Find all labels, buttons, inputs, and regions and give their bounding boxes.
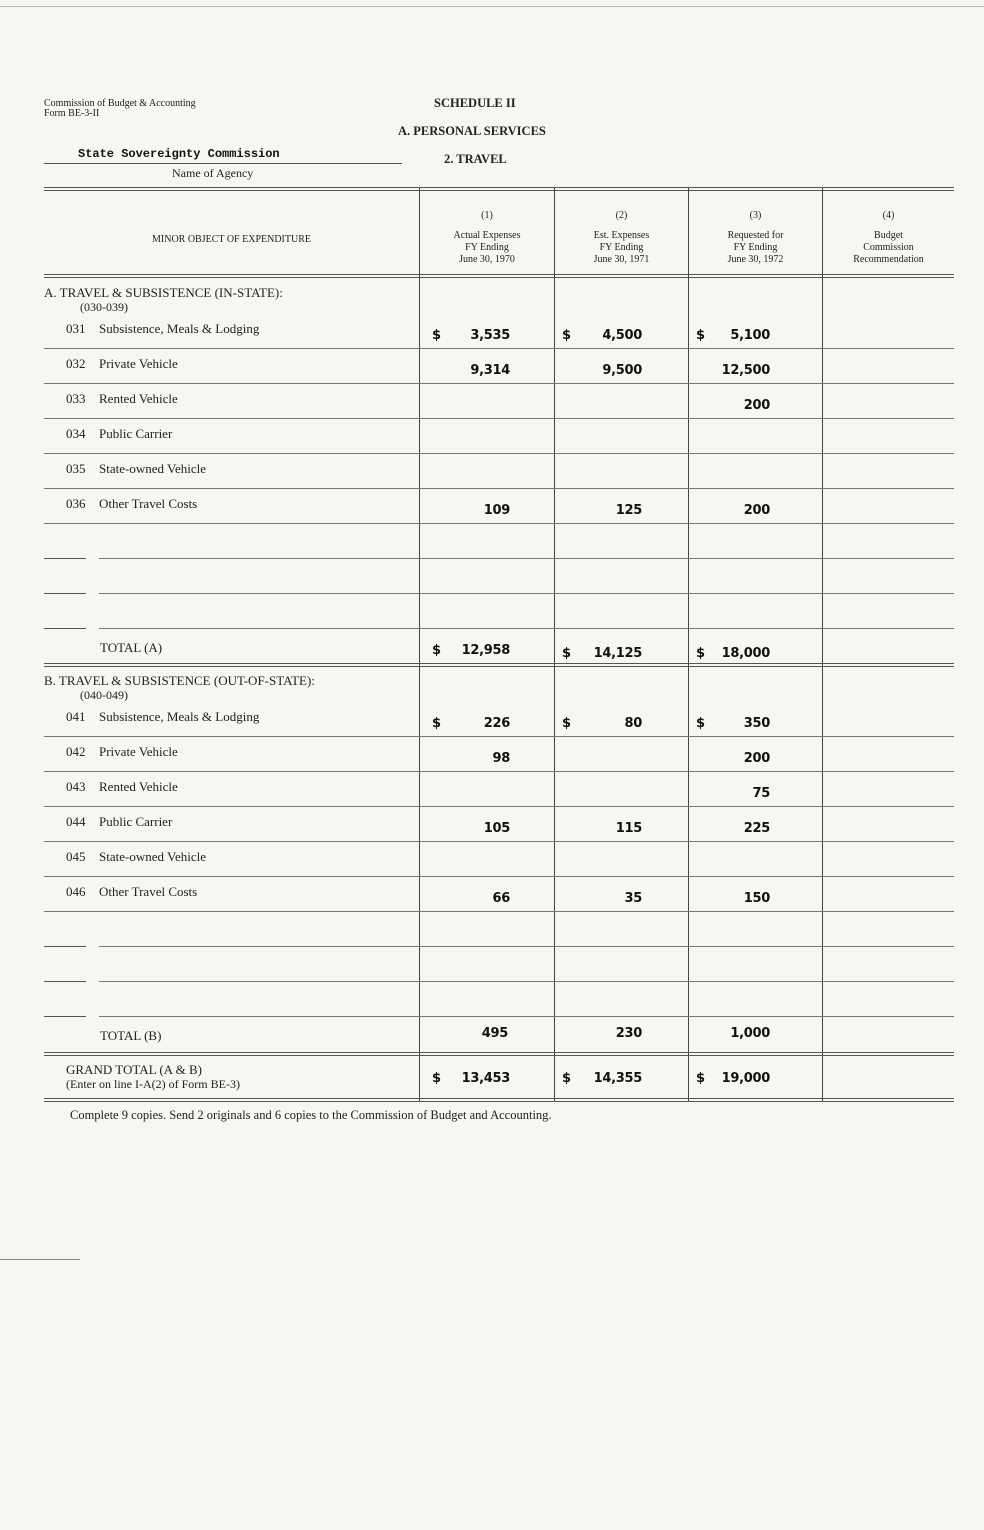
row-label: Subsistence, Meals & Lodging xyxy=(99,321,260,336)
row-value-v1 xyxy=(432,786,510,806)
total-a-col1: $ 12,958 xyxy=(432,643,510,658)
col4-num: (4) xyxy=(882,210,895,221)
row-label: Rented Vehicle xyxy=(99,391,178,406)
amount: 115 xyxy=(615,821,642,836)
row-divider xyxy=(44,841,954,842)
row-label: Private Vehicle xyxy=(99,356,178,371)
amount: 200 xyxy=(743,503,770,518)
amount: 200 xyxy=(743,398,770,413)
col1-l2: FY Ending xyxy=(465,242,509,253)
grand-total-col2: $ 14,355 xyxy=(562,1071,642,1086)
row-divider xyxy=(44,348,954,349)
col3-l3: June 30, 1972 xyxy=(727,254,784,265)
amount: 200 xyxy=(743,751,770,766)
blank-row-line xyxy=(99,558,954,559)
amount: 75 xyxy=(752,786,770,801)
col3-header xyxy=(689,210,822,266)
blank-code-line xyxy=(44,558,86,559)
total-a-label: TOTAL (A) xyxy=(100,640,163,655)
row-value-v2 xyxy=(562,751,642,771)
col3-l2: FY Ending xyxy=(733,242,778,253)
row-value-v1 xyxy=(432,891,510,911)
row-divider xyxy=(44,876,954,877)
row-label: Public Carrier xyxy=(99,426,173,441)
row-value-v3 xyxy=(696,891,770,911)
blank-code-line xyxy=(44,593,86,594)
blank-code-line xyxy=(44,946,86,947)
amount: 9,314 xyxy=(470,363,510,378)
row-value-v3 xyxy=(696,786,770,806)
amount: 125 xyxy=(615,503,642,518)
row-value-v2 xyxy=(562,363,642,383)
row-divider xyxy=(44,911,954,912)
row-label: Rented Vehicle xyxy=(99,779,178,794)
col-label-header: MINOR OBJECT OF EXPENDITURE xyxy=(152,234,311,245)
schedule-title: SCHEDULE II xyxy=(434,96,516,110)
amount: 109 xyxy=(483,503,510,518)
amount: 98 xyxy=(492,751,510,766)
row-value-v1 xyxy=(432,856,510,876)
total-b-col1: 495 xyxy=(481,1026,508,1041)
total-a-col3: $ 18,000 xyxy=(696,646,770,661)
section-b-range: (040-049) xyxy=(80,688,128,702)
row-value-v1 xyxy=(432,363,510,383)
col4-l1: Budget xyxy=(874,230,903,241)
row-value-v3 xyxy=(696,398,770,418)
amount: 9,500 xyxy=(602,363,642,378)
row-value-v3 xyxy=(696,468,770,488)
row-code: 035 xyxy=(66,461,86,476)
row-value-v3 xyxy=(696,363,770,383)
blank-code-line xyxy=(44,628,86,629)
row-value-v2 xyxy=(562,786,642,806)
col3-l1: Requested for xyxy=(727,230,784,241)
row-value-v1 xyxy=(432,468,510,488)
amount: 35 xyxy=(624,891,642,906)
row-code: 041 xyxy=(66,709,86,724)
row-divider xyxy=(44,523,954,524)
row-label: State-owned Vehicle xyxy=(99,461,206,476)
row-code: 044 xyxy=(66,814,86,829)
row-value-v3 xyxy=(696,751,770,771)
row-value-v3 xyxy=(696,716,770,736)
row-divider xyxy=(44,418,954,419)
agency-name: State Sovereignty Commission xyxy=(78,147,280,161)
row-value-v3 xyxy=(696,856,770,876)
col2-l2: FY Ending xyxy=(599,242,644,253)
total-b-label: TOTAL (B) xyxy=(100,1028,162,1043)
total-b-col2: 230 xyxy=(615,1026,642,1041)
row-code: 045 xyxy=(66,849,86,864)
row-code: 031 xyxy=(66,321,86,336)
col2-num: (2) xyxy=(615,210,628,221)
row-code: 046 xyxy=(66,884,86,899)
row-code: 042 xyxy=(66,744,86,759)
blank-row-line xyxy=(99,946,954,947)
dollar-sign: $ xyxy=(696,716,705,731)
row-value-v2 xyxy=(562,821,642,841)
amount: 3,535 xyxy=(470,328,510,343)
blank-row-line xyxy=(99,593,954,594)
row-code: 036 xyxy=(66,496,86,511)
amount: 12,500 xyxy=(721,363,770,378)
col2-header xyxy=(555,210,688,266)
row-code: 033 xyxy=(66,391,86,406)
row-label: Public Carrier xyxy=(99,814,173,829)
blank-row-line xyxy=(99,628,954,629)
col3-num: (3) xyxy=(749,210,762,221)
footer-instructions: Complete 9 copies. Send 2 originals and 6 copies to the Commission of Budget and Accounting. xyxy=(70,1108,552,1122)
grand-total-note: (Enter on line I-A(2) of Form BE-3) xyxy=(66,1077,240,1091)
row-code: 043 xyxy=(66,779,86,794)
section-b-title: B. TRAVEL & SUBSISTENCE (OUT-OF-STATE): xyxy=(44,673,315,688)
row-value-v2 xyxy=(562,433,642,453)
amount: 150 xyxy=(743,891,770,906)
col1-l1: Actual Expenses xyxy=(453,230,521,241)
col4-header xyxy=(823,210,954,266)
row-value-v3 xyxy=(696,503,770,523)
row-value-v2 xyxy=(562,856,642,876)
row-value-v1 xyxy=(432,716,510,736)
row-label: Private Vehicle xyxy=(99,744,178,759)
amount: 5,100 xyxy=(730,328,770,343)
row-value-v1 xyxy=(432,398,510,418)
row-code: 032 xyxy=(66,356,86,371)
grand-total-label: GRAND TOTAL (A & B) xyxy=(66,1062,202,1077)
grand-total-col1: $ 13,453 xyxy=(432,1071,510,1086)
row-value-v3 xyxy=(696,821,770,841)
section-a-range: (030-039) xyxy=(80,300,128,314)
section-a-title: A. TRAVEL & SUBSISTENCE (IN-STATE): xyxy=(44,285,283,300)
dollar-sign: $ xyxy=(562,328,571,343)
row-value-v2 xyxy=(562,398,642,418)
row-divider xyxy=(44,736,954,737)
amount: 105 xyxy=(483,821,510,836)
form-number: Form BE-3-II xyxy=(44,108,100,119)
col4-l2: Commission xyxy=(863,242,914,253)
blank-row-line xyxy=(99,981,954,982)
row-value-v1 xyxy=(432,433,510,453)
col1-header xyxy=(420,210,554,266)
row-divider xyxy=(44,771,954,772)
row-value-v1 xyxy=(432,821,510,841)
section-title: A. PERSONAL SERVICES xyxy=(398,124,546,138)
row-divider xyxy=(44,806,954,807)
total-b-col3: 1,000 xyxy=(730,1026,770,1041)
dollar-sign: $ xyxy=(432,716,441,731)
row-value-v2 xyxy=(562,468,642,488)
subsection-title: 2. TRAVEL xyxy=(444,152,507,166)
row-divider xyxy=(44,453,954,454)
row-value-v1 xyxy=(432,328,510,348)
amount: 4,500 xyxy=(602,328,642,343)
grand-total-col3: $ 19,000 xyxy=(696,1071,770,1086)
row-label: Other Travel Costs xyxy=(99,496,198,511)
row-value-v3 xyxy=(696,328,770,348)
row-label: Other Travel Costs xyxy=(99,884,198,899)
blank-code-line xyxy=(44,1016,86,1017)
amount: 225 xyxy=(743,821,770,836)
amount: 226 xyxy=(483,716,510,731)
row-value-v1 xyxy=(432,751,510,771)
row-divider xyxy=(44,488,954,489)
row-value-v2 xyxy=(562,503,642,523)
dollar-sign: $ xyxy=(432,328,441,343)
amount: 350 xyxy=(743,716,770,731)
dollar-sign: $ xyxy=(562,716,571,731)
row-value-v3 xyxy=(696,433,770,453)
form-commission-name: Commission of Budget & Accounting xyxy=(44,98,196,109)
row-label: State-owned Vehicle xyxy=(99,849,206,864)
total-a-col2: $ 14,125 xyxy=(562,646,642,661)
col1-num: (1) xyxy=(481,210,493,221)
blank-code-line xyxy=(44,981,86,982)
amount: 66 xyxy=(492,891,510,906)
row-divider xyxy=(44,383,954,384)
col2-l1: Est. Expenses xyxy=(593,230,650,241)
col2-l3: June 30, 1971 xyxy=(593,254,650,265)
blank-row-line xyxy=(99,1016,954,1017)
row-label: Subsistence, Meals & Lodging xyxy=(99,709,260,724)
row-value-v2 xyxy=(562,328,642,348)
row-value-v2 xyxy=(562,716,642,736)
col4-l3: Recommendation xyxy=(853,254,924,265)
row-value-v2 xyxy=(562,891,642,911)
dollar-sign: $ xyxy=(696,328,705,343)
col1-l3: June 30, 1970 xyxy=(459,254,515,265)
row-code: 034 xyxy=(66,426,86,441)
amount: 80 xyxy=(624,716,642,731)
agency-label: Name of Agency xyxy=(172,166,254,180)
row-value-v1 xyxy=(432,503,510,523)
